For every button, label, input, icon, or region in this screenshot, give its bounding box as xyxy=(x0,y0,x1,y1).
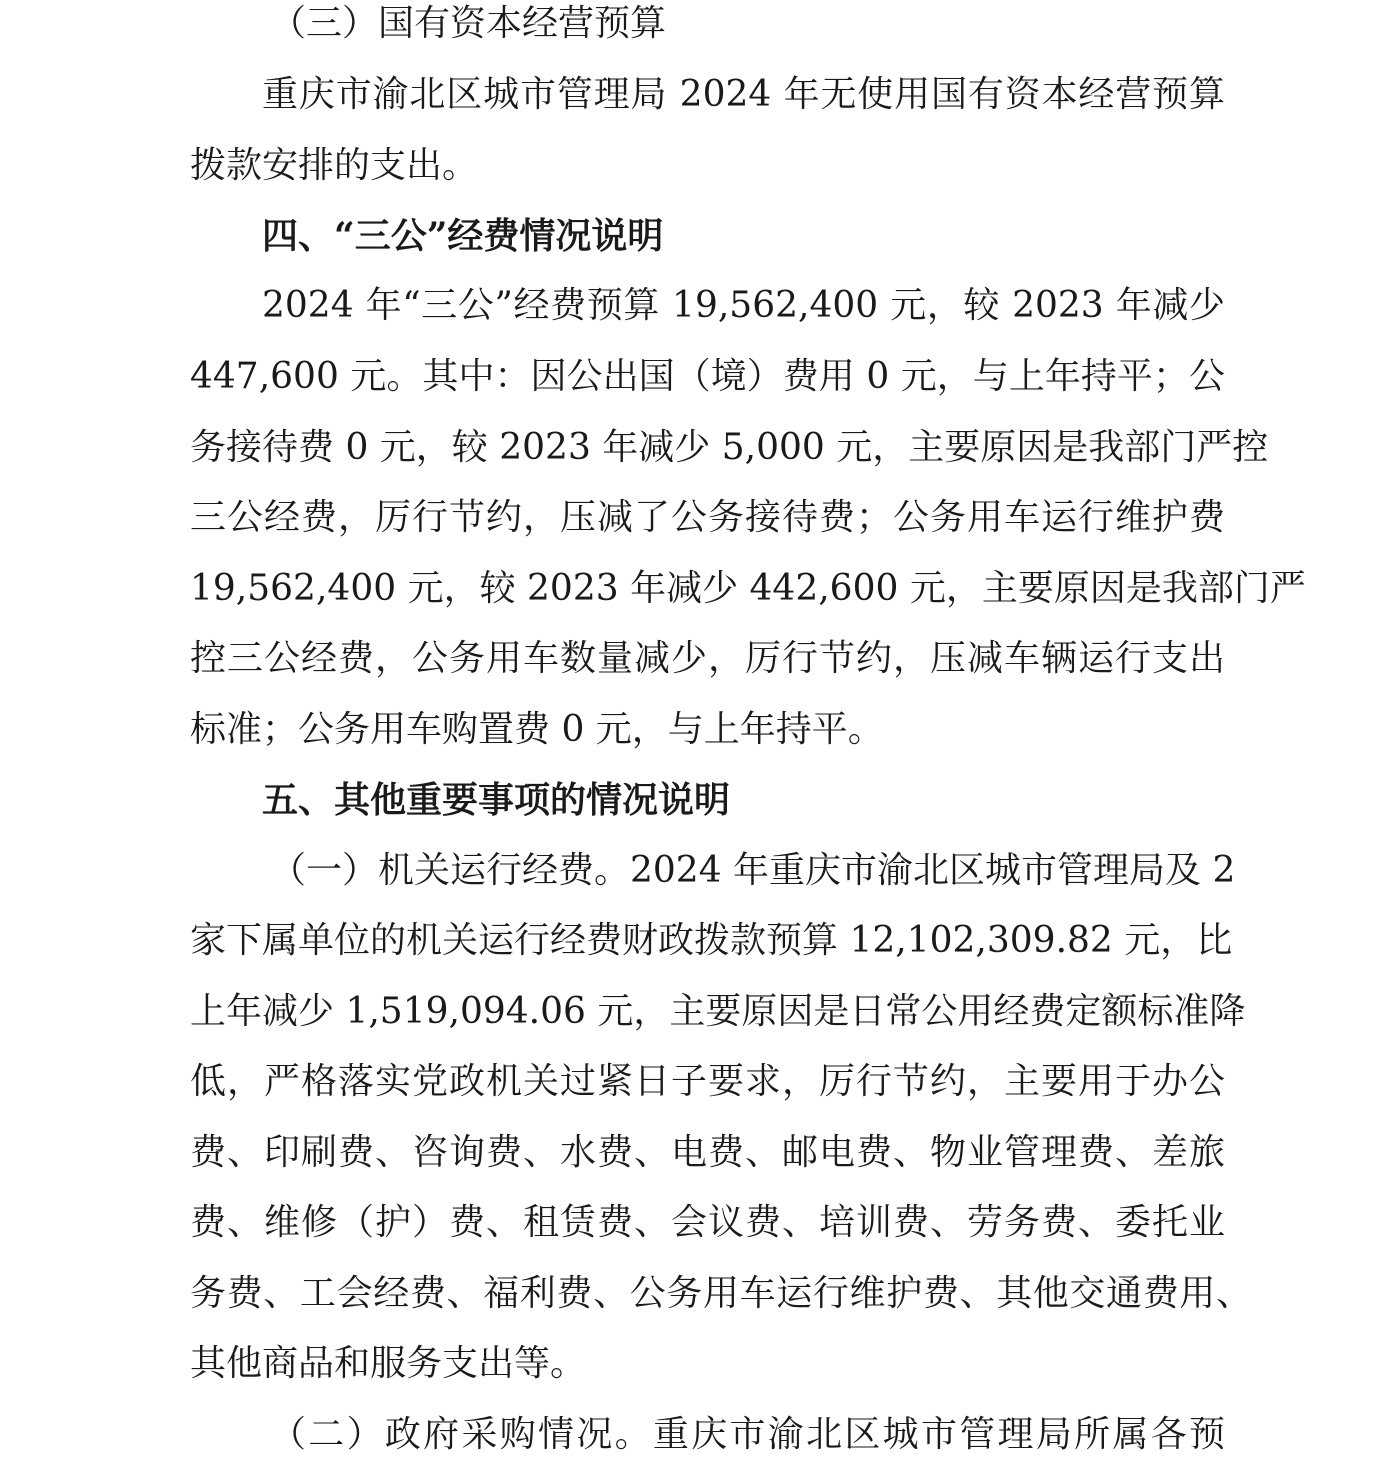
subsection-government-procurement: （二）政府采购情况。重庆市渝北区城市管理局所属各预 xyxy=(270,1414,1225,1455)
paragraph-line: 家下属单位的机关运行经费财政拨款预算 12,102,309.82 元，比 xyxy=(190,920,1233,961)
paragraph-line: 447,600 元。其中：因公出国（境）费用 0 元，与上年持平；公 xyxy=(190,356,1225,397)
paragraph-line: 费、印刷费、咨询费、水费、电费、邮电费、物业管理费、差旅 xyxy=(190,1132,1225,1173)
paragraph-line: 三公经费，厉行节约，压减了公务接待费；公务用车运行维护费 xyxy=(190,497,1225,538)
paragraph-line: 低，严格落实党政机关过紧日子要求，厉行节约，主要用于办公 xyxy=(190,1061,1225,1102)
paragraph-line: 上年减少 1,519,094.06 元，主要原因是日常公用经费定额标准降 xyxy=(190,991,1246,1032)
paragraph-line: 控三公经费，公务用车数量减少，厉行节约，压减车辆运行支出 xyxy=(190,638,1225,679)
section-heading-other-matters: 五、其他重要事项的情况说明 xyxy=(262,779,731,821)
subsection-heading-state-capital: （三）国有资本经营预算 xyxy=(270,3,667,44)
paragraph-line: 务接待费 0 元，较 2023 年减少 5,000 元，主要原因是我部门严控 xyxy=(190,427,1269,468)
paragraph-line: 其他商品和服务支出等。 xyxy=(190,1343,587,1384)
paragraph-line: 拨款安排的支出。 xyxy=(190,145,479,186)
paragraph-line: 重庆市渝北区城市管理局 2024 年无使用国有资本经营预算 xyxy=(262,74,1225,115)
paragraph-line: 19,562,400 元，较 2023 年减少 442,600 元，主要原因是我部门严 xyxy=(190,568,1306,609)
section-heading-three-public: 四、“三公”经费情况说明 xyxy=(262,215,664,257)
paragraph-line: 费、维修（护）费、租赁费、会议费、培训费、劳务费、委托业 xyxy=(190,1202,1225,1243)
paragraph-line: 标准；公务用车购置费 0 元，与上年持平。 xyxy=(190,709,884,750)
paragraph-line: 务费、工会经费、福利费、公务用车运行维护费、其他交通费用、 xyxy=(190,1273,1252,1314)
paragraph-line: 2024 年“三公”经费预算 19,562,400 元，较 2023 年减少 xyxy=(262,285,1225,326)
subsection-operating-funds: （一）机关运行经费。2024 年重庆市渝北区城市管理局及 2 xyxy=(270,850,1236,891)
